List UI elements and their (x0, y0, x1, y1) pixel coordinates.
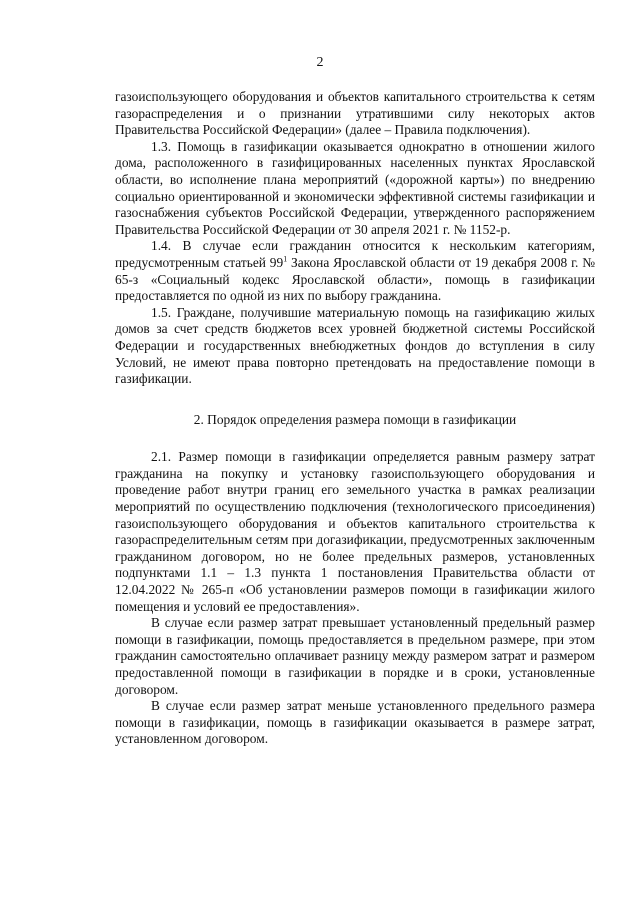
footnote-superscript: 1 (283, 254, 288, 264)
paragraph-2-1-less: В случае если размер затрат меньше установленного предельного размера помощи в газификации, помощь в газификации оказывается в размере затрат, установленном договором. (115, 698, 595, 747)
section-heading: 2. Порядок определения размера помощи в газификации (193, 411, 517, 427)
document-body (115, 89, 595, 748)
paragraph-2-1: 2.1. Размер помощи в газификации определяется равным размеру затрат гражданина на покупку и установку газоиспользующего оборудования и проведение работ внутри границ его земельного участка в рамках реализации мероприятий по осуществлению подключения (технологического присоединения) газоиспользующего оборудования и объектов капитального строительства к газораспределительным сетям при догазификации, предусмотренных заключенным гражданином договором, но не более предельных размеров, установленных подпунктами 1.1 – 1.3 пункта 1 постановления Правительства области от 12.04.2022 № 265-п «Об установлении размеров помощи в газификации жилого помещения и условий ее предоставления». (115, 449, 595, 614)
paragraph-1-4-part-a: 1.4. В случае если гражданин относится к нескольким категориям, предусмотренным статьей 99 (115, 238, 595, 270)
paragraph-2-1-excess: В случае если размер затрат превышает установленный предельный размер помощи в газификации, помощь предоставляется в предельном размере, при этом гражданин самостоятельно оплачивает разницу между размером затрат и размером предоставленной помощи в газификации в порядке и в сроки, установленные договором. (115, 615, 595, 697)
paragraph-continuation: газоиспользующего оборудования и объектов капитального строительства к сетям газораспределения и о признании утратившими силу некоторых актов Правительства Российской Федерации» (далее – Правила подключения). (115, 89, 595, 138)
paragraph-1-3: 1.3. Помощь в газификации оказывается однократно в отношении жилого дома, расположенного в газифицированных населенных пунктах Ярославской области, во исполнение плана мероприятий («дорожной карты») по внедрению социально ориентированной и экономически эффективной системы газификации и газоснабжения субъектов Российской Федерации, утвержденного распоряжением Правительства Российской Федерации от 30 апреля 2021 г. № 1152-р. (115, 138, 595, 237)
paragraph-1-4-part-b: Закона Ярославской области от 19 декабря 2008 г. № 65-з «Социальный кодекс Ярославской области», помощь в газификации предоставляется по одной из них по выбору гражданина. (115, 254, 595, 304)
page-number: 2 (316, 55, 324, 70)
paragraph-1-5: 1.5. Граждане, получившие материальную помощь на газификацию жилых домов за счет средств бюджетов всех уровней бюджетной системы Российской Федерации и государственных внебюджетных фондов до вступления в силу Условий, не имеют права повторно претендовать на предоставление помощи в газификации. (115, 304, 595, 387)
paragraph-1-4 (115, 238, 595, 304)
